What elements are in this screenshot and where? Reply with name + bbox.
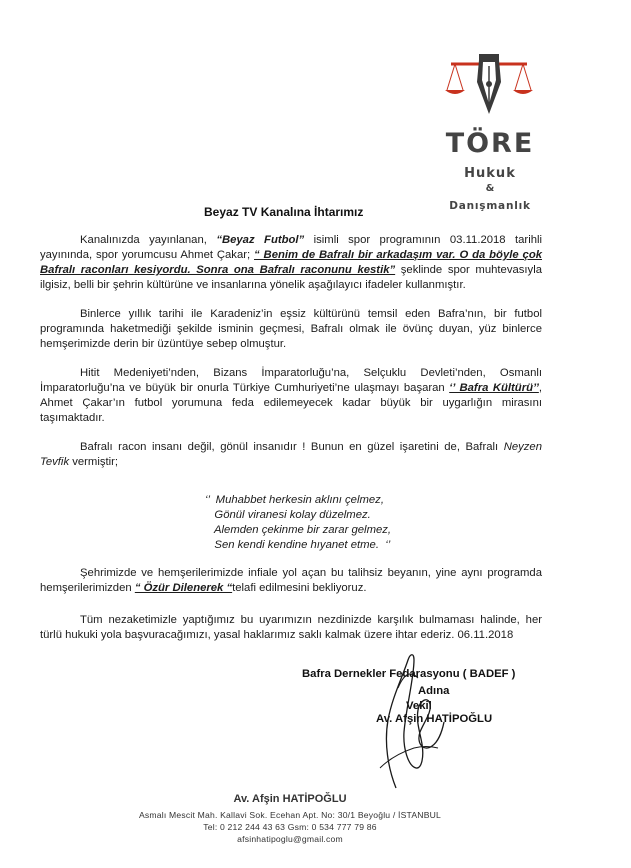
scales-of-justice-pen-icon [443, 52, 535, 132]
p1-text-c: şeklinde spor muhtevasıyla ilgisiz, belli bir şehrin kültürüne ve insanlarına yönelik aşağılayıcı ifadeler kullanmıştır. [40, 264, 542, 291]
poem [205, 493, 391, 553]
footer-name: Av. Afşin HATİPOĞLU [233, 793, 347, 805]
handwritten-signature [358, 648, 448, 798]
poem-line: Alemden çekinme bir zarar gelmez, [205, 524, 392, 536]
logo-subtitle-danismanlik: Danışmanlık [449, 200, 531, 212]
letter-body [40, 233, 542, 484]
p4-text-b: vermiştir; [69, 456, 119, 468]
poet-name: Neyzen Tevfik [40, 441, 542, 468]
p3-text-a: Hitit Medeniyeti’nden, Bizans İmparatorluğu’na, Selçuklu Devleti’nden, Osmanlı İmparatorluğu’na ve büyük bir onurla Türkiye Cumhuriyeti’ne ulaşmayı başaran [40, 367, 542, 394]
p1-text-a: Kanalınızda yayınlanan, [80, 234, 217, 246]
poem-line: ‘’ Muhabbet herkesin aklını çelmez, [205, 494, 384, 506]
signature-vekil: Vekil [406, 700, 432, 712]
poem-line: Gönül viranesi kolay düzelmez. [205, 509, 371, 521]
p1-text-b: isimli spor programının 03.11.2018 tarihli yayınında, spor yorumcusu Ahmet Çakar; [40, 234, 543, 261]
p3-text-b: , Ahmet Çakar’ın futbol yorumuna feda edilemeyecek kadar büyük bir uygarlığın mirasını taşımaktadır. [40, 382, 542, 424]
logo-ampersand: & [485, 183, 495, 194]
poem-line: Sen kendi kendine hıyanet etme. ‘’ [205, 539, 391, 551]
signature-adina: Adına [418, 685, 450, 697]
logo-title: TÖRE [445, 128, 535, 159]
apology-phrase: “ Özür Dilenerek “ [134, 582, 233, 594]
footer-phones: Tel: 0 212 244 43 63 Gsm: 0 534 777 79 86 [203, 822, 377, 832]
footer-email: afsinhatipoglu@gmail.com [237, 834, 343, 844]
bafra-culture: ‘’ Bafra Kültürü’’ [449, 382, 539, 394]
paragraph-1 [40, 233, 542, 293]
p5-text-a: Şehrimizde ve hemşerilerimizde infiale yol açan bu talihsiz beyanın, yine aynı programda hemşerilerimizden [40, 567, 542, 594]
quoted-statement: “ Benim de Bafralı bir arkadaşım var. O da böyle çok Bafralı raconları kesiyordu. Sonra ona Bafralı raconunu kestik” [40, 249, 543, 276]
p5-text-b: telafi edilmesini bekliyoruz. [232, 582, 367, 594]
p4-text-a: Bafralı racon insanı değil, gönül insanıdır ! Bunun en güzel işaretini de, Bafralı [80, 441, 504, 453]
paragraph-4 [40, 440, 542, 470]
footer-address: Asmalı Mescit Mah. Kallavi Sok. Ecehan Apt. No: 30/1 Beyoğlu / İSTANBUL [138, 810, 442, 820]
paragraph-5 [40, 566, 542, 596]
signature-org: Bafra Dernekler Fedarasyonu ( BADEF ) [302, 668, 516, 680]
paragraph-2: Binlerce yıllık tarihi ile Karadeniz’in eşsiz kültürünü temsil eden Bafra’nın, bir futbol programında haketmediği şekilde isminin geçmesi, Bafralı olmak ile övünç duyan, yüz binlerce hemşerimizde derin bir üzüntüye sebep olmuştur. [40, 308, 542, 350]
letter-title: Beyaz TV Kanalına İhtarımız [204, 205, 364, 219]
signature-name: Av. Afşin HATİPOĞLU [376, 713, 493, 725]
program-name: “Beyaz Futbol” [216, 234, 305, 246]
letterhead-footer [100, 793, 480, 845]
paragraph-6: Tüm nezaketimizle yaptığımız bu uyarımızın nezdinizde karşılık bulmaması halinde, her türlü hukuki yola başvuracağımızı, yasal haklarımız saklı kalmak üzere ihtar ederiz. 06.11.2018 [40, 614, 542, 641]
logo-subtitle-hukuk: Hukuk [464, 166, 516, 181]
paragraph-3 [40, 366, 542, 426]
